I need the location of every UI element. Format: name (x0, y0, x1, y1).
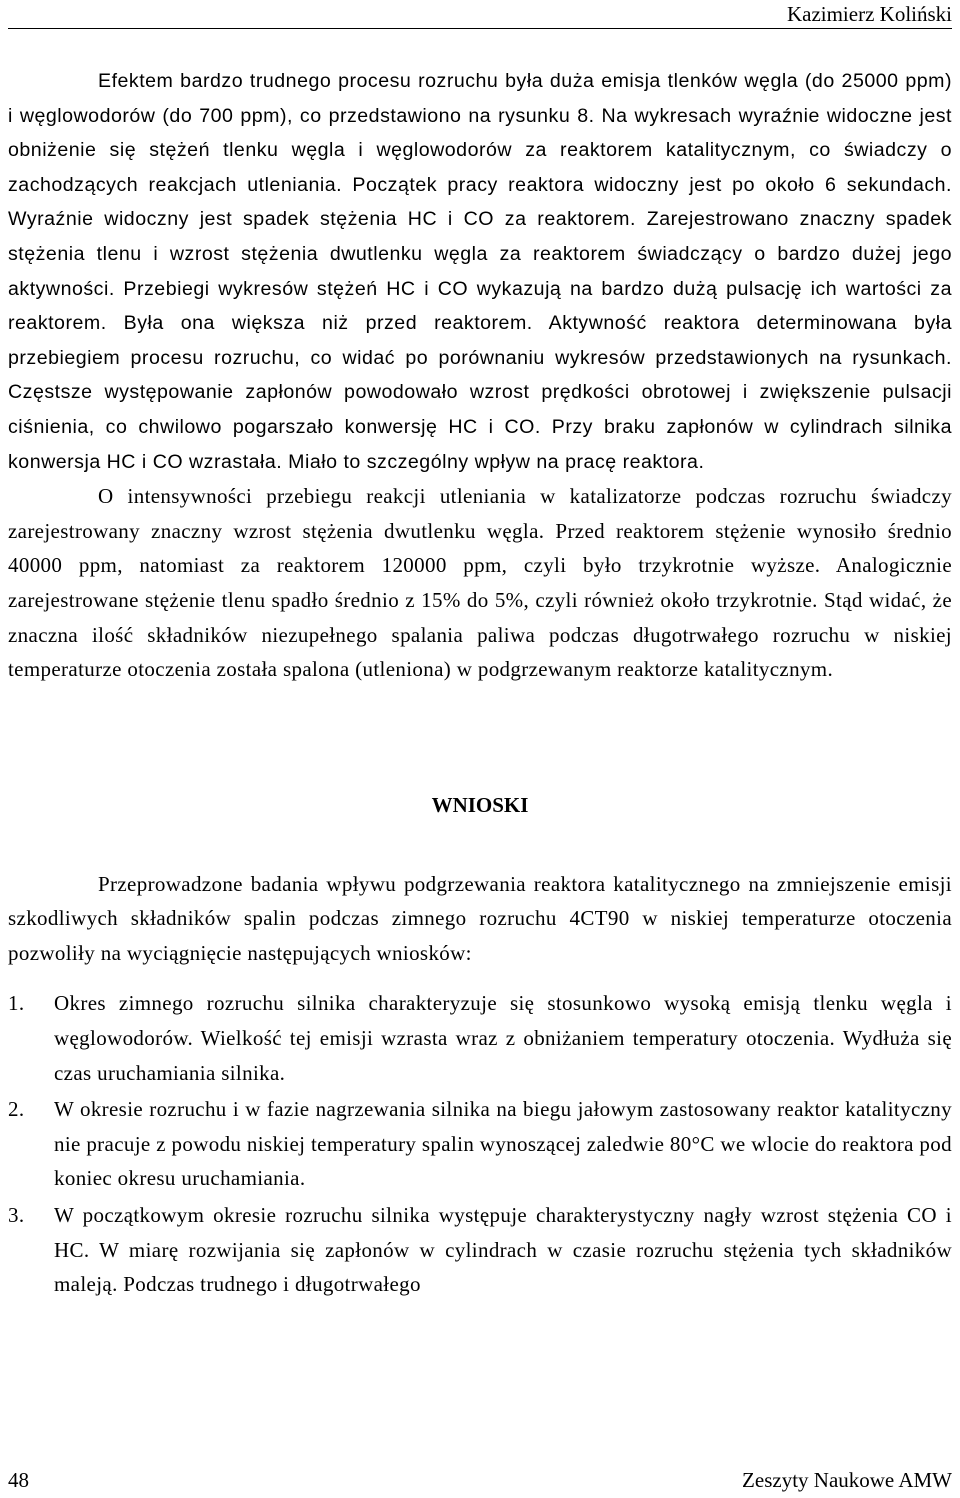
list-item-number: 3. (8, 1203, 25, 1228)
paragraph-oxidation: O intensywności przebiegu reakcji utleniania w katalizatorze podczas rozruchu świadczy zarejestrowany znaczny wzrost stężenia dwutlenku węgla. Przed reaktorem stężenie wynosiło średnio 40000 ppm, natomiast za reaktorem 120000 ppm, czyli było trzykrotnie wyższe. Analogicznie zarejestrowane stężenie tlenu spadło średnio z 15% do 5%, czyli również około trzykrotnie. Stąd widać, że znaczna ilość składników niezupełnego spalania paliwa podczas długotrwałego rozruchu w niskiej temperaturze otoczenia została spalona (utleniona) w podgrzewanym reaktorze katalitycznym. (8, 484, 952, 682)
list-item-text: Okres zimnego rozruchu silnika charakteryzuje się stosunkowo wysoką emisją tlenku węgla i węglowodorów. Wielkość tej emisji wzrasta wraz z obniżaniem temperatury otoczenia. Wydłuża się czas uruchamiania silnika. (54, 991, 952, 1085)
list-item (8, 1198, 952, 1302)
section-title: WNIOSKI (431, 792, 529, 817)
conclusions-intro: Przeprowadzone badania wpływu podgrzewania reaktora katalitycznego na zmniejszenie emisji szkodliwych składników spalin podczas zimnego rozruchu 4CT90 w niskiej temperaturze otoczenia pozwoliły na wyciągnięcie następujących wniosków: (8, 871, 952, 965)
page-body (8, 64, 952, 1302)
list-item (8, 986, 952, 1090)
journal-name: Zeszyty Naukowe AMW (742, 1468, 952, 1492)
list-item-number: 1. (8, 991, 25, 1016)
header-rule (8, 28, 952, 29)
running-header-author: Kazimierz Koliński (786, 2, 952, 26)
list-item-text: W początkowym okresie rozruchu silnika występuje charakterystyczny nagły wzrost stężenia CO i HC. W miarę rozwijania się zapłonów w cylindrach w czasie rozruchu stężenia tych składników maleją. Podczas trudnego i długotrwałego (54, 1203, 952, 1297)
list-item (8, 1092, 952, 1196)
page-number: 48 (8, 1468, 29, 1492)
list-item-number: 2. (8, 1097, 25, 1122)
conclusions-list (8, 986, 952, 1301)
paragraph-results: Efektem bardzo trudnego procesu rozruchu była duża emisja tlenków węgla (do 25000 ppm) i węglowodorów (do 700 ppm), co przedstawiono na rysunku 8. Na wykresach wyraźnie widoczne jest obniżenie się stężeń tlenku węgla i węglowodorów za reaktorem katalitycznym, co świadczy o zachodzących reakcjach utleniania. Początek pracy reaktora widoczny jest po około 6 sekundach. Wyraźnie widoczny jest spadek stężenia HC i CO za reaktorem. Zarejestrowano znaczny spadek stężenia tlenu i wzrost stężenia dwutlenku węgla za reaktorem świadczący o bardzo dużej jego aktywności. Przebiegi wykresów stężeń HC i CO wykazują na bardzo dużą pulsację ich wartości za reaktorem. Była ona większa niż przed reaktorem. Aktywność reaktora determinowana była przebiegiem procesu rozruchu, co widać po porównaniu wykresów przedstawionych na rysunkach. Częstsze występowanie zapłonów powodowało wzrost prędkości obrotowej i zwiększenie pulsacji ciśnienia, co chwilowo pogarszało konwersję HC i CO. Przy braku zapłonów w cylindrach silnika konwersja HC i CO wzrastała. Miało to szczególny wpływ na pracę reaktora. (8, 70, 952, 473)
list-item-text: W okresie rozruchu i w fazie nagrzewania silnika na biegu jałowym zastosowany reaktor katalityczny nie pracuje z powodu niskiej temperatury spalin wynoszącej zaledwie 80°C we wlocie do reaktora pod koniec okresu uruchamiania. (54, 1097, 952, 1191)
